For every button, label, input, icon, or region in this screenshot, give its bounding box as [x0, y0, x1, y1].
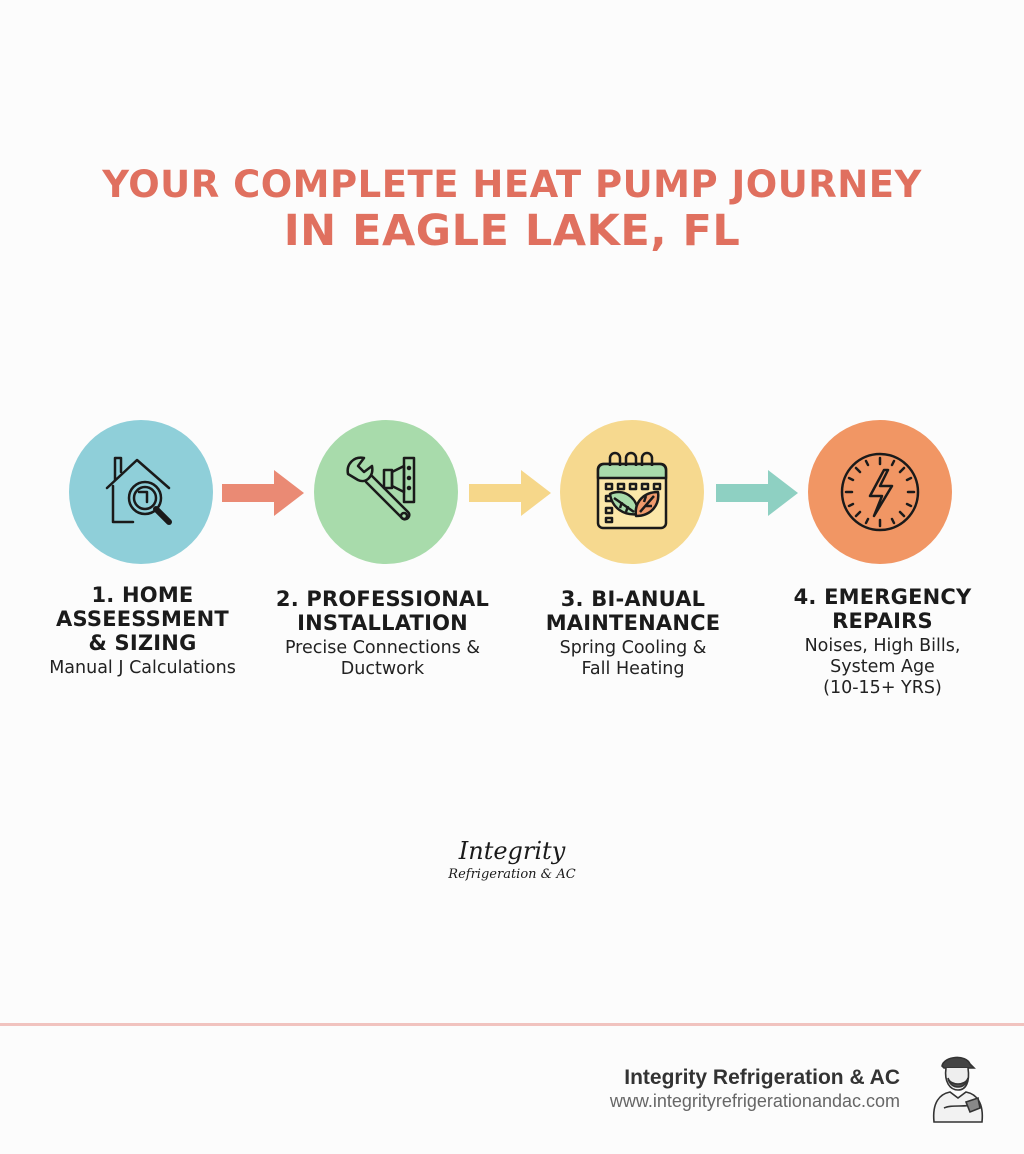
- company-logo: Integrity Refrigeration & AC: [448, 837, 576, 882]
- step-4-title: 4. EMERGENCY REPAIRS: [793, 585, 972, 633]
- step-4-text: [770, 585, 995, 699]
- footer-brand: [610, 1066, 900, 1112]
- title-line-2: IN EAGLE LAKE, FL: [283, 206, 741, 256]
- step-2-text: [270, 587, 495, 680]
- step-1-text: [30, 583, 255, 679]
- step-1-circle: [69, 420, 213, 564]
- step-2-circle: [314, 420, 458, 564]
- step-3-text: [522, 587, 744, 680]
- step-4-desc: Noises, High Bills, System Age (10-15+ YRS): [804, 636, 961, 698]
- technician-avatar-icon: [926, 1052, 988, 1124]
- footer-website-link[interactable]: www.integrityrefrigerationandac.com: [609, 1091, 900, 1111]
- house-magnifier-icon: [93, 444, 189, 540]
- wrench-fitting-icon: [338, 444, 434, 540]
- arrow-right-icon: [716, 470, 798, 516]
- footer-divider: [0, 1023, 1024, 1026]
- step-1-title: 1. HOME ASSEESSMENT & SIZING: [56, 583, 229, 655]
- arrow-right-icon: [222, 470, 304, 516]
- step-3-title: 3. BI-ANUAL MAINTENANCE: [545, 587, 721, 635]
- footer-company-name: Integrity Refrigeration & AC: [624, 1066, 900, 1089]
- title-line-1: YOUR COMPLETE HEAT PUMP JOURNEY: [102, 163, 922, 206]
- arrow-right-icon: [469, 470, 551, 516]
- step-1-desc: Manual J Calculations: [49, 658, 236, 678]
- calendar-leaves-icon: [584, 444, 680, 540]
- step-4-circle: [808, 420, 952, 564]
- step-2-title: 2. PROFESSIONAL INSTALLATION: [275, 587, 490, 635]
- step-3-desc: Spring Cooling & Fall Heating: [559, 638, 707, 679]
- step-3-circle: [560, 420, 704, 564]
- clock-lightning-icon: [832, 444, 928, 540]
- step-2-desc: Precise Connections & Ductwork: [284, 638, 481, 679]
